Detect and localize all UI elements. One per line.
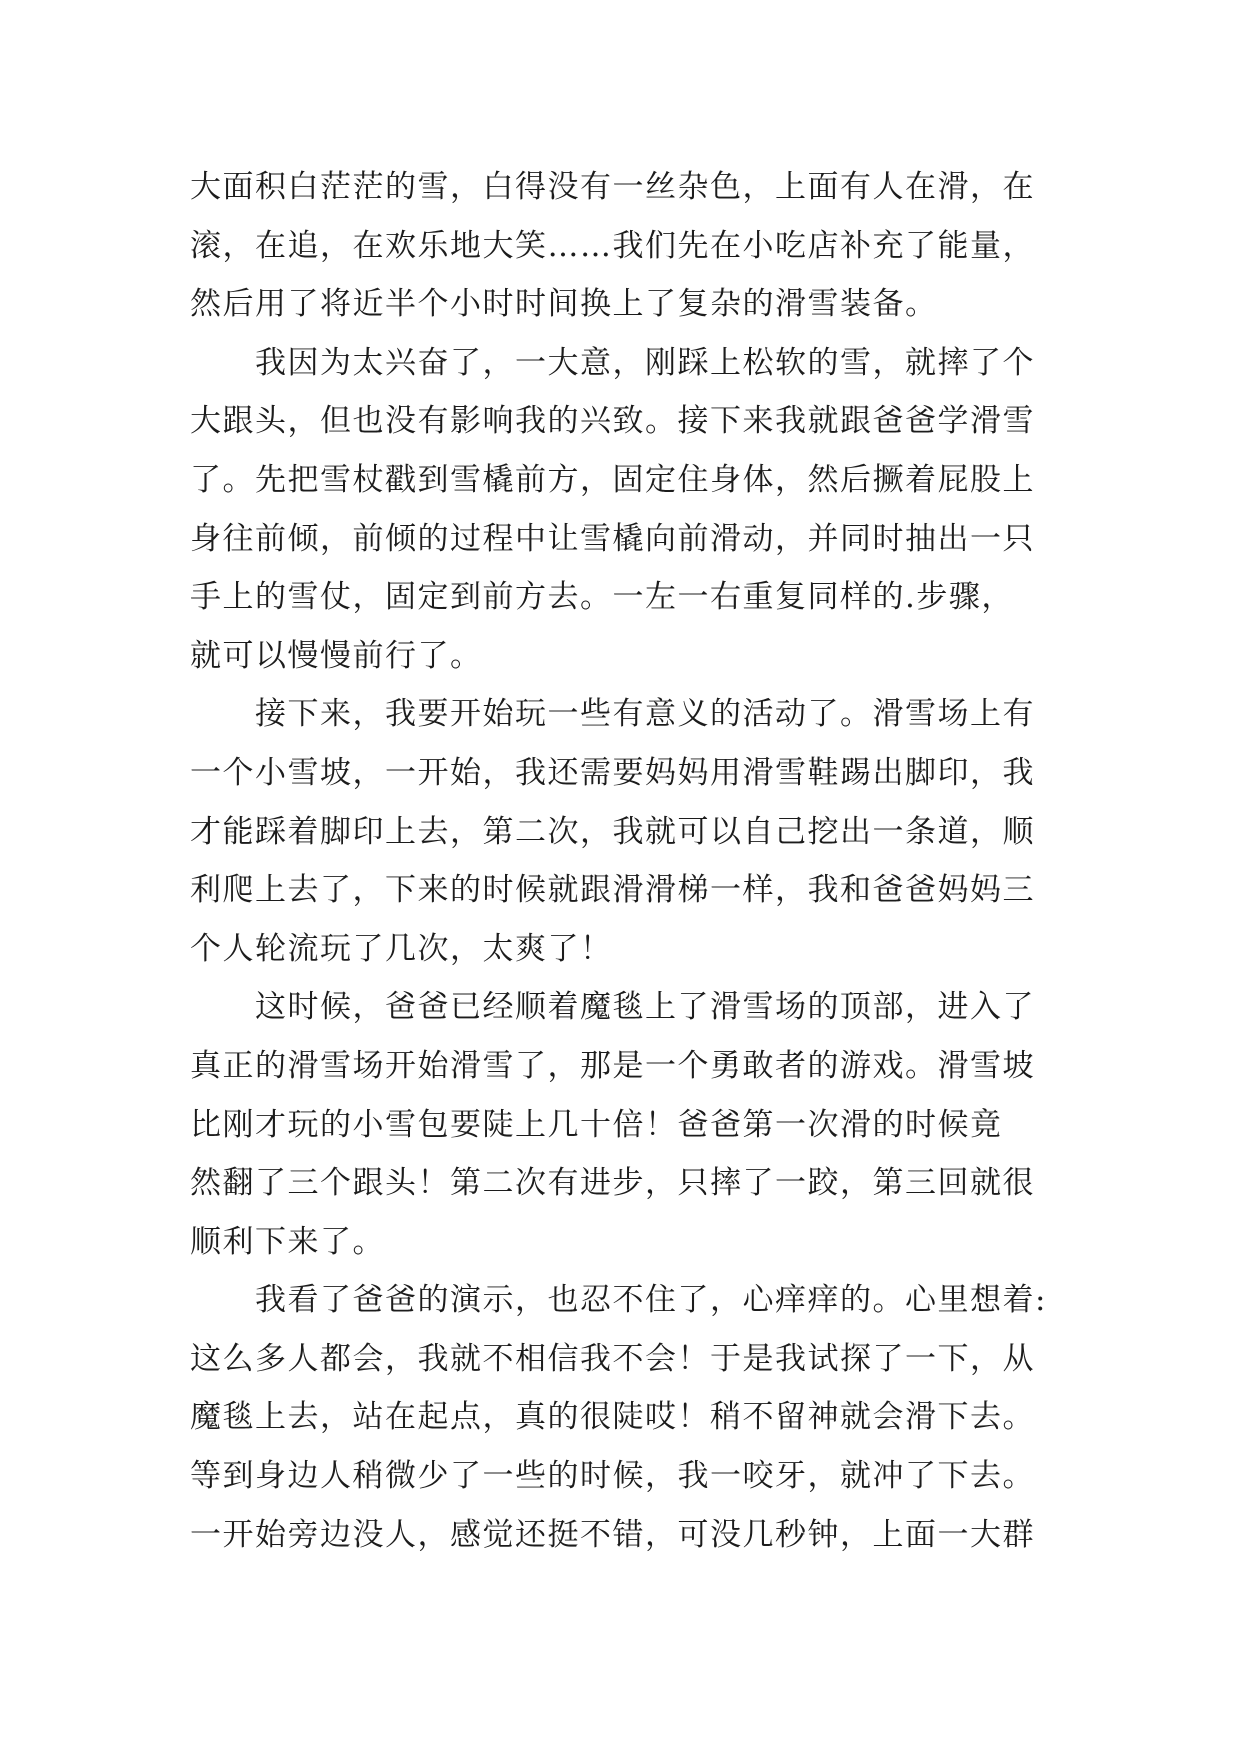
- text-line: 这么多人都会，我就不相信我不会！于是我试探了一下，从: [190, 1340, 1035, 1377]
- text-line: 一个小雪坡，一开始，我还需要妈妈用滑雪鞋踢出脚印，我: [190, 754, 1035, 791]
- text-line: 魔毯上去，站在起点，真的很陡哎！稍不留神就会滑下去。: [190, 1399, 1035, 1436]
- text-line: 个人轮流玩了几次，太爽了！: [190, 930, 613, 967]
- body-text: [190, 158, 1070, 1564]
- text-line: 了。先把雪杖戳到雪橇前方，固定住身体，然后撅着屁股上: [190, 461, 1035, 498]
- text-line: 身往前倾，前倾的过程中让雪橇向前滑动，并同时抽出一只: [190, 520, 1035, 557]
- text-line: 然后用了将近半个小时时间换上了复杂的滑雪装备。: [190, 286, 938, 323]
- text-line: 我因为太兴奋了，一大意，刚踩上松软的雪，就摔了个: [190, 344, 1035, 381]
- text-line: 一开始旁边没人，感觉还挺不错，可没几秒钟，上面一大群: [190, 1516, 1035, 1553]
- text-line: 手上的雪仗，固定到前方去。一左一右重复同样的.步骤，: [190, 579, 1014, 616]
- text-line: 才能踩着脚印上去，第二次，我就可以自己挖出一条道，顺: [190, 813, 1035, 850]
- text-line: 这时候，爸爸已经顺着魔毯上了滑雪场的顶部，进入了: [190, 989, 1035, 1026]
- text-line: 比刚才玩的小雪包要陡上几十倍！爸爸第一次滑的时候竟: [190, 1106, 1003, 1143]
- text-line: 大面积白茫茫的雪，白得没有一丝杂色，上面有人在滑，在: [190, 169, 1035, 205]
- text-line: 等到身边人稍微少了一些的时候，我一咬牙，就冲了下去。: [190, 1458, 1035, 1495]
- text-line: 然翻了三个跟头！第二次有进步，只摔了一跤，第三回就很: [190, 1165, 1035, 1202]
- text-line: 真正的滑雪场开始滑雪了，那是一个勇敢者的游戏。滑雪坡: [190, 1047, 1035, 1084]
- text-line: 利爬上去了，下来的时候就跟滑滑梯一样，我和爸爸妈妈三: [190, 872, 1035, 909]
- text-line: 顺利下来了。: [190, 1223, 385, 1260]
- text-line: 滚，在追，在欢乐地大笑……我们先在小吃店补充了能量，: [190, 227, 1035, 264]
- text-line: 我看了爸爸的演示，也忍不住了，心痒痒的。心里想着:: [190, 1282, 1047, 1319]
- text-line: 就可以慢慢前行了。: [190, 637, 483, 674]
- text-line: 大跟头，但也没有影响我的兴致。接下来我就跟爸爸学滑雪: [190, 403, 1035, 440]
- text-line: 接下来，我要开始玩一些有意义的活动了。滑雪场上有: [190, 696, 1035, 733]
